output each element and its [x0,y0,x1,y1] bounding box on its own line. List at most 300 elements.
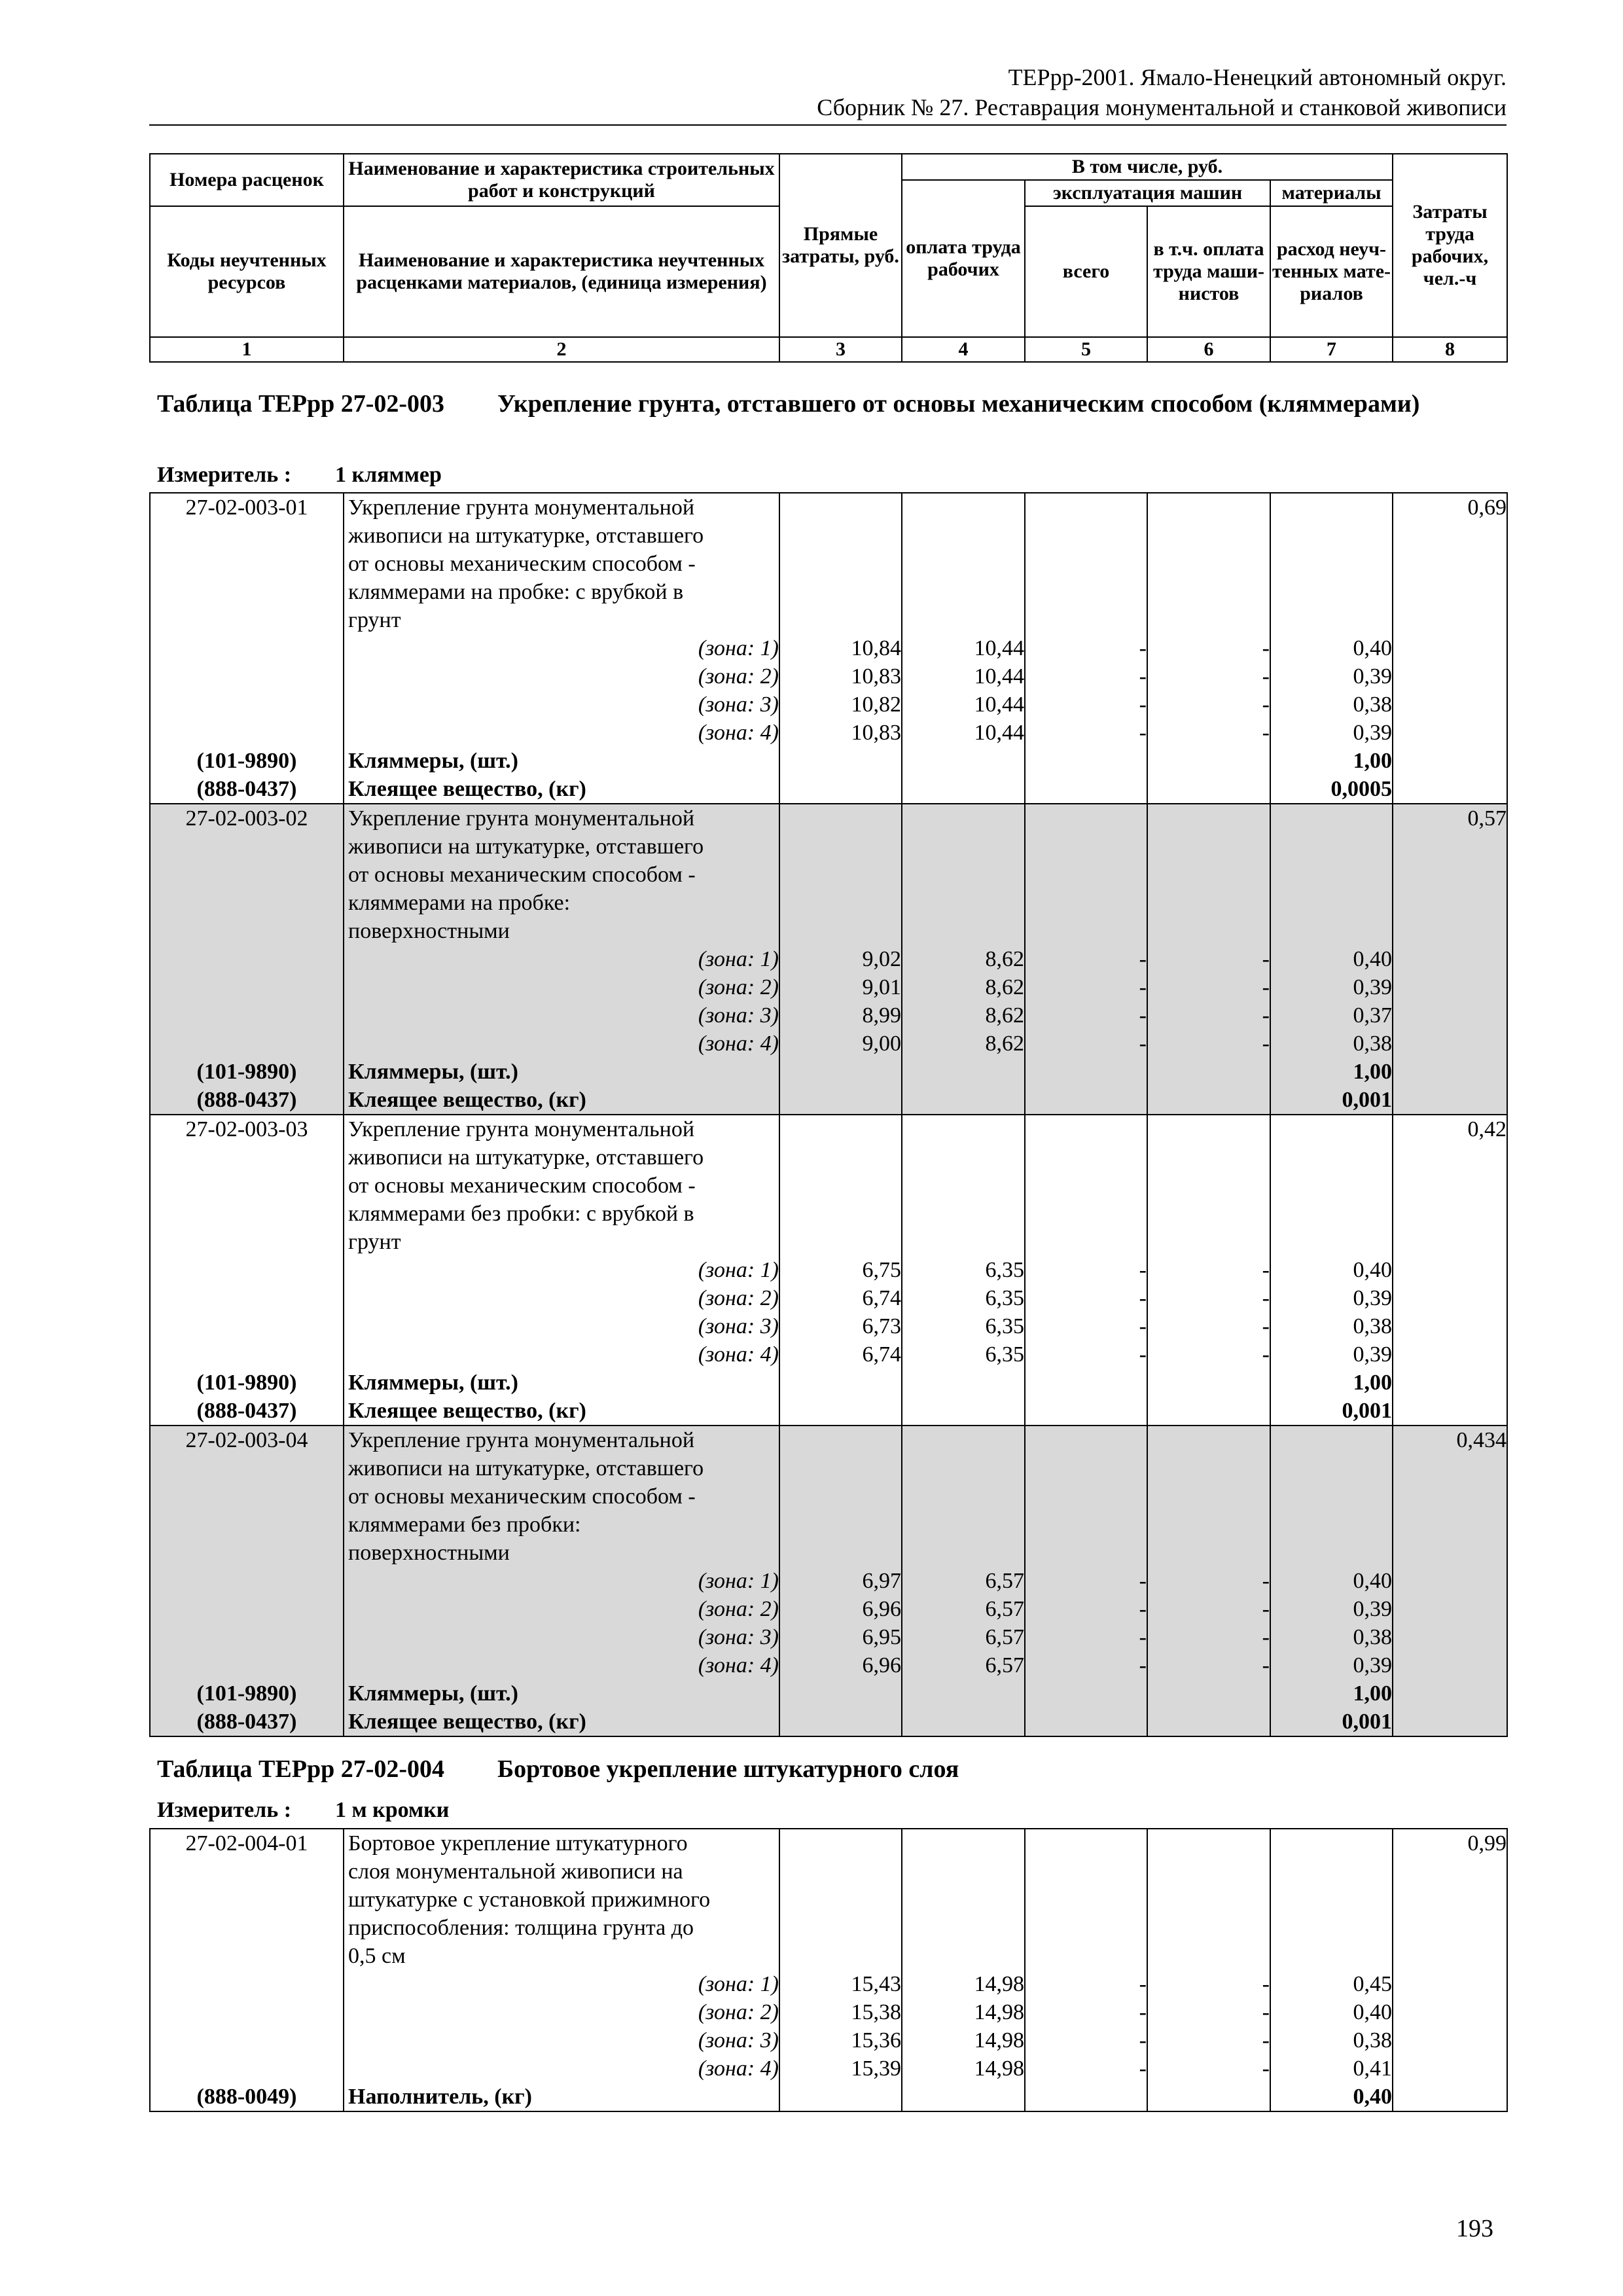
direct-cost: 15,43 [779,1970,902,1998]
table-row [150,1340,1507,1369]
empty-cell [1270,1200,1393,1228]
empty-cell [1025,578,1147,606]
empty-cell [779,1086,902,1115]
rate-description: поверхностными [344,917,779,945]
rate-description: Укрепление грунта монументальной [344,1426,779,1454]
empty-cell [1147,1679,1270,1708]
resource-code: (101-9890) [150,1369,344,1397]
empty-cell [1393,1200,1507,1228]
empty-cell [1270,1482,1393,1511]
empty-cell [150,1857,344,1886]
empty-cell [1393,945,1507,973]
labor-cost: 0,99 [1393,1829,1507,1857]
empty-cell [1025,804,1147,833]
table-row [150,747,1507,775]
empty-cell [1025,917,1147,945]
table-row [150,1086,1507,1115]
empty-cell [779,889,902,917]
resource-code: (888-0437) [150,1708,344,1736]
table-row [150,1914,1507,1942]
table1-number: Таблица ТЕРрр 27-02-003 [157,390,445,418]
materials-cost: 0,39 [1270,662,1393,691]
col-number: 5 [1025,337,1147,362]
empty-cell [779,1942,902,1970]
empty-cell [1270,1914,1393,1942]
empty-cell [902,1482,1025,1511]
empty-cell [1025,747,1147,775]
empty-cell [1393,1172,1507,1200]
resource-name: Клеящее вещество, (кг) [344,1086,779,1115]
labor-cost: 0,434 [1393,1426,1507,1454]
empty-cell [1393,691,1507,719]
machines-total: - [1025,2054,1147,2083]
empty-cell [150,1312,344,1340]
resource-code: (888-0437) [150,775,344,804]
labor-pay: 8,62 [902,945,1025,973]
empty-cell [1147,1708,1270,1736]
running-header-line2: Сборник № 27. Реставрация монументальной и станковой живописи [817,94,1507,120]
empty-cell [1393,917,1507,945]
table-row [150,1426,1507,1454]
empty-cell [779,1511,902,1539]
empty-cell [1025,1482,1147,1511]
machinist-pay: - [1147,634,1270,662]
empty-cell [1025,1708,1147,1736]
zone-label: (зона: 2) [344,1284,779,1312]
labor-pay: 14,98 [902,1970,1025,1998]
zone-label: (зона: 1) [344,945,779,973]
resource-qty: 0,001 [1270,1397,1393,1426]
table-row [150,1143,1507,1172]
empty-cell [1147,1942,1270,1970]
empty-cell [1147,1914,1270,1942]
empty-cell [1147,1829,1270,1857]
empty-cell [150,1482,344,1511]
table-row [150,1857,1507,1886]
empty-cell [779,1539,902,1567]
hdr-including: В том числе, руб. [902,154,1393,180]
empty-cell [1270,889,1393,917]
empty-cell [902,889,1025,917]
rate-description: 0,5 см [344,1942,779,1970]
empty-cell [1270,493,1393,522]
empty-cell [150,719,344,747]
empty-cell [779,1857,902,1886]
direct-cost: 10,84 [779,634,902,662]
empty-cell [902,1369,1025,1397]
resource-code: (888-0437) [150,1086,344,1115]
empty-cell [1147,833,1270,861]
resource-name: Клеящее вещество, (кг) [344,1397,779,1426]
direct-cost: 6,74 [779,1284,902,1312]
empty-cell [1393,1397,1507,1426]
materials-cost: 0,38 [1270,2026,1393,2054]
labor-pay: 8,62 [902,973,1025,1001]
machinist-pay: - [1147,719,1270,747]
machinist-pay: - [1147,945,1270,973]
table-row [150,775,1507,804]
table-row [150,861,1507,889]
rate-description: живописи на штукатурке, отставшего [344,1454,779,1482]
hdr-materials: материалы [1270,180,1393,206]
empty-cell [779,1369,902,1397]
empty-cell [1393,1857,1507,1886]
hdr-resource-codes: Коды неучтенных ресурсов [150,206,344,337]
empty-cell [1025,1086,1147,1115]
machinist-pay: - [1147,1001,1270,1030]
direct-cost: 6,96 [779,1651,902,1679]
empty-cell [1393,1708,1507,1736]
empty-cell [1147,606,1270,634]
empty-cell [1025,606,1147,634]
table-row [150,1829,1507,1857]
machinist-pay: - [1147,2054,1270,2083]
hdr-labor-pay: оплата труда рабочих [902,180,1025,337]
empty-cell [779,917,902,945]
empty-cell [902,1058,1025,1086]
direct-cost: 6,97 [779,1567,902,1595]
direct-cost: 15,36 [779,2026,902,2054]
empty-cell [150,634,344,662]
direct-cost: 10,83 [779,719,902,747]
table-row [150,522,1507,550]
machinist-pay: - [1147,1567,1270,1595]
zone-label: (зона: 4) [344,1030,779,1058]
materials-cost: 0,38 [1270,1312,1393,1340]
empty-cell [779,1454,902,1482]
empty-cell [779,493,902,522]
empty-cell [1147,1086,1270,1115]
labor-pay: 6,35 [902,1340,1025,1369]
empty-cell [1393,1030,1507,1058]
table-row [150,1998,1507,2026]
labor-pay: 6,35 [902,1256,1025,1284]
direct-cost: 8,99 [779,1001,902,1030]
empty-cell [1393,578,1507,606]
empty-cell [1270,522,1393,550]
direct-cost: 9,01 [779,973,902,1001]
resource-qty: 0,001 [1270,1086,1393,1115]
hdr-unaccounted-materials: расход неуч-тенных мате-риалов [1270,206,1393,337]
empty-cell [1147,2083,1270,2111]
empty-cell [1393,606,1507,634]
empty-cell [1025,1511,1147,1539]
empty-cell [1393,1058,1507,1086]
empty-cell [1393,775,1507,804]
table-row [150,833,1507,861]
labor-pay: 6,35 [902,1284,1025,1312]
materials-cost: 0,37 [1270,1001,1393,1030]
empty-cell [902,1172,1025,1200]
empty-cell [902,833,1025,861]
empty-cell [1025,1539,1147,1567]
empty-cell [150,1567,344,1595]
labor-pay: 10,44 [902,662,1025,691]
machines-total: - [1025,945,1147,973]
empty-cell [150,606,344,634]
table-row [150,1284,1507,1312]
hdr-labor-costs: Затраты труда рабочих, чел.-ч [1393,154,1507,337]
empty-cell [902,1086,1025,1115]
direct-cost: 15,38 [779,1998,902,2026]
empty-cell [1270,861,1393,889]
machines-total: - [1025,1256,1147,1284]
empty-cell [150,691,344,719]
table2-unit-value: 1 м кромки [335,1798,450,1822]
empty-cell [902,1143,1025,1172]
empty-cell [1025,1058,1147,1086]
running-header-line1: ТЕРрр-2001. Ямало-Ненецкий автономный округ. [1008,64,1507,90]
empty-cell [1393,1679,1507,1708]
machines-total: - [1025,1623,1147,1651]
empty-cell [1393,1143,1507,1172]
empty-cell [1147,578,1270,606]
materials-cost: 0,40 [1270,1998,1393,2026]
labor-pay: 10,44 [902,634,1025,662]
direct-cost: 9,00 [779,1030,902,1058]
rate-description: живописи на штукатурке, отставшего [344,1143,779,1172]
empty-cell [779,861,902,889]
machinist-pay: - [1147,1030,1270,1058]
labor-pay: 6,57 [902,1595,1025,1623]
labor-pay: 10,44 [902,691,1025,719]
empty-cell [779,1829,902,1857]
empty-cell [1393,1256,1507,1284]
resource-code: (888-0437) [150,1397,344,1426]
rate-description: кляммерами без пробки: [344,1511,779,1539]
empty-cell [1147,1857,1270,1886]
direct-cost: 6,75 [779,1256,902,1284]
col-number: 2 [344,337,779,362]
rate-description: слоя монументальной живописи на [344,1857,779,1886]
zone-label: (зона: 3) [344,691,779,719]
table1-unit-value: 1 кляммер [335,463,442,487]
zone-label: (зона: 1) [344,634,779,662]
empty-cell [902,1857,1025,1886]
empty-cell [1147,1172,1270,1200]
col-number: 8 [1393,337,1507,362]
empty-cell [1393,747,1507,775]
table1-body [149,492,1508,1737]
empty-cell [1393,1086,1507,1115]
table-row [150,2054,1507,2083]
zone-label: (зона: 1) [344,1970,779,1998]
empty-cell [150,1143,344,1172]
empty-cell [1147,804,1270,833]
labor-pay: 6,57 [902,1567,1025,1595]
machines-total: - [1025,1030,1147,1058]
table-row [150,1256,1507,1284]
direct-cost: 6,74 [779,1340,902,1369]
empty-cell [1393,1623,1507,1651]
empty-cell [1393,2054,1507,2083]
empty-cell [1147,1886,1270,1914]
machinist-pay: - [1147,973,1270,1001]
empty-cell [150,1454,344,1482]
empty-cell [150,1001,344,1030]
resource-qty: 0,0005 [1270,775,1393,804]
empty-cell [1393,1340,1507,1369]
empty-cell [150,1200,344,1228]
table-row [150,1001,1507,1030]
zone-label: (зона: 1) [344,1256,779,1284]
labor-cost: 0,69 [1393,493,1507,522]
resource-qty: 0,40 [1270,2083,1393,2111]
empty-cell [1393,2083,1507,2111]
table-row [150,1482,1507,1511]
empty-cell [1147,522,1270,550]
empty-cell [1147,1143,1270,1172]
empty-cell [1393,1914,1507,1942]
table-row [150,1312,1507,1340]
table-row [150,1369,1507,1397]
table-row [150,550,1507,578]
empty-cell [902,775,1025,804]
empty-cell [150,2026,344,2054]
empty-cell [1147,1454,1270,1482]
table-row [150,1454,1507,1482]
empty-cell [150,1970,344,1998]
empty-cell [1393,1312,1507,1340]
empty-cell [1270,1829,1393,1857]
empty-cell [1147,1369,1270,1397]
empty-cell [1025,1829,1147,1857]
labor-cost: 0,57 [1393,804,1507,833]
resource-name: Наполнитель, (кг) [344,2083,779,2111]
resource-name: Кляммеры, (шт.) [344,1679,779,1708]
empty-cell [1393,1001,1507,1030]
empty-cell [779,804,902,833]
empty-cell [902,1914,1025,1942]
empty-cell [1270,1172,1393,1200]
empty-cell [902,1200,1025,1228]
machines-total: - [1025,691,1147,719]
empty-cell [779,1679,902,1708]
empty-cell [779,833,902,861]
table1-title: Укрепление грунта, отставшего от основы механическим способом (кляммерами) [497,390,1420,418]
empty-cell [1147,747,1270,775]
empty-cell [150,1595,344,1623]
zone-label: (зона: 4) [344,2054,779,2083]
page-number: 193 [1456,2215,1493,2242]
labor-pay: 14,98 [902,2054,1025,2083]
materials-cost: 0,38 [1270,1623,1393,1651]
empty-cell [1393,1228,1507,1256]
resource-qty: 1,00 [1270,1058,1393,1086]
empty-cell [1147,1511,1270,1539]
rate-description: Укрепление грунта монументальной [344,1115,779,1143]
table-row [150,1200,1507,1228]
machinist-pay: - [1147,2026,1270,2054]
empty-cell [1147,775,1270,804]
machinist-pay: - [1147,1970,1270,1998]
empty-cell [902,1454,1025,1482]
table-row [150,973,1507,1001]
table-row [150,1679,1507,1708]
table-row [150,1886,1507,1914]
zone-label: (зона: 3) [344,1623,779,1651]
empty-cell [1270,1143,1393,1172]
zone-label: (зона: 2) [344,1998,779,2026]
empty-cell [1025,1914,1147,1942]
direct-cost: 15,39 [779,2054,902,2083]
machinist-pay: - [1147,1651,1270,1679]
empty-cell [902,1228,1025,1256]
empty-cell [1025,522,1147,550]
column-header-table [149,153,1508,363]
resource-name: Клеящее вещество, (кг) [344,1708,779,1736]
empty-cell [1393,1369,1507,1397]
empty-cell [779,606,902,634]
empty-cell [150,889,344,917]
empty-cell [1025,493,1147,522]
empty-cell [150,522,344,550]
empty-cell [1393,889,1507,917]
resource-name: Кляммеры, (шт.) [344,747,779,775]
rate-code: 27-02-003-04 [150,1426,344,1454]
zone-label: (зона: 2) [344,662,779,691]
empty-cell [1147,1228,1270,1256]
empty-cell [1393,1651,1507,1679]
empty-cell [779,1228,902,1256]
empty-cell [1393,973,1507,1001]
empty-cell [1270,833,1393,861]
rate-description: Бортовое укрепление штукатурного [344,1829,779,1857]
table-row [150,1228,1507,1256]
rate-code: 27-02-004-01 [150,1829,344,1857]
empty-cell [1025,1857,1147,1886]
empty-cell [1025,1200,1147,1228]
machinist-pay: - [1147,1998,1270,2026]
materials-cost: 0,39 [1270,1284,1393,1312]
labor-pay: 14,98 [902,1998,1025,2026]
table1-unit-label: Измеритель : [157,463,292,487]
machinist-pay: - [1147,691,1270,719]
empty-cell [902,550,1025,578]
materials-cost: 0,40 [1270,634,1393,662]
resource-code: (101-9890) [150,1679,344,1708]
zone-label: (зона: 2) [344,1595,779,1623]
empty-cell [902,1886,1025,1914]
empty-cell [779,2083,902,2111]
rate-code: 27-02-003-01 [150,493,344,522]
empty-cell [1025,861,1147,889]
table-row [150,634,1507,662]
empty-cell [150,662,344,691]
empty-cell [779,1143,902,1172]
resource-code: (101-9890) [150,747,344,775]
machines-total: - [1025,1284,1147,1312]
table-row [150,1567,1507,1595]
empty-cell [150,1340,344,1369]
direct-cost: 6,73 [779,1312,902,1340]
materials-cost: 0,38 [1270,1030,1393,1058]
empty-cell [150,917,344,945]
empty-cell [1025,1454,1147,1482]
empty-cell [150,945,344,973]
empty-cell [1025,775,1147,804]
rate-description: приспособления: толщина грунта до [344,1914,779,1942]
col-number: 3 [779,337,902,362]
empty-cell [1025,833,1147,861]
empty-cell [1270,550,1393,578]
empty-cell [1270,1454,1393,1482]
empty-cell [1393,861,1507,889]
table-row [150,945,1507,973]
empty-cell [150,1030,344,1058]
empty-cell [1025,1886,1147,1914]
empty-cell [150,1623,344,1651]
